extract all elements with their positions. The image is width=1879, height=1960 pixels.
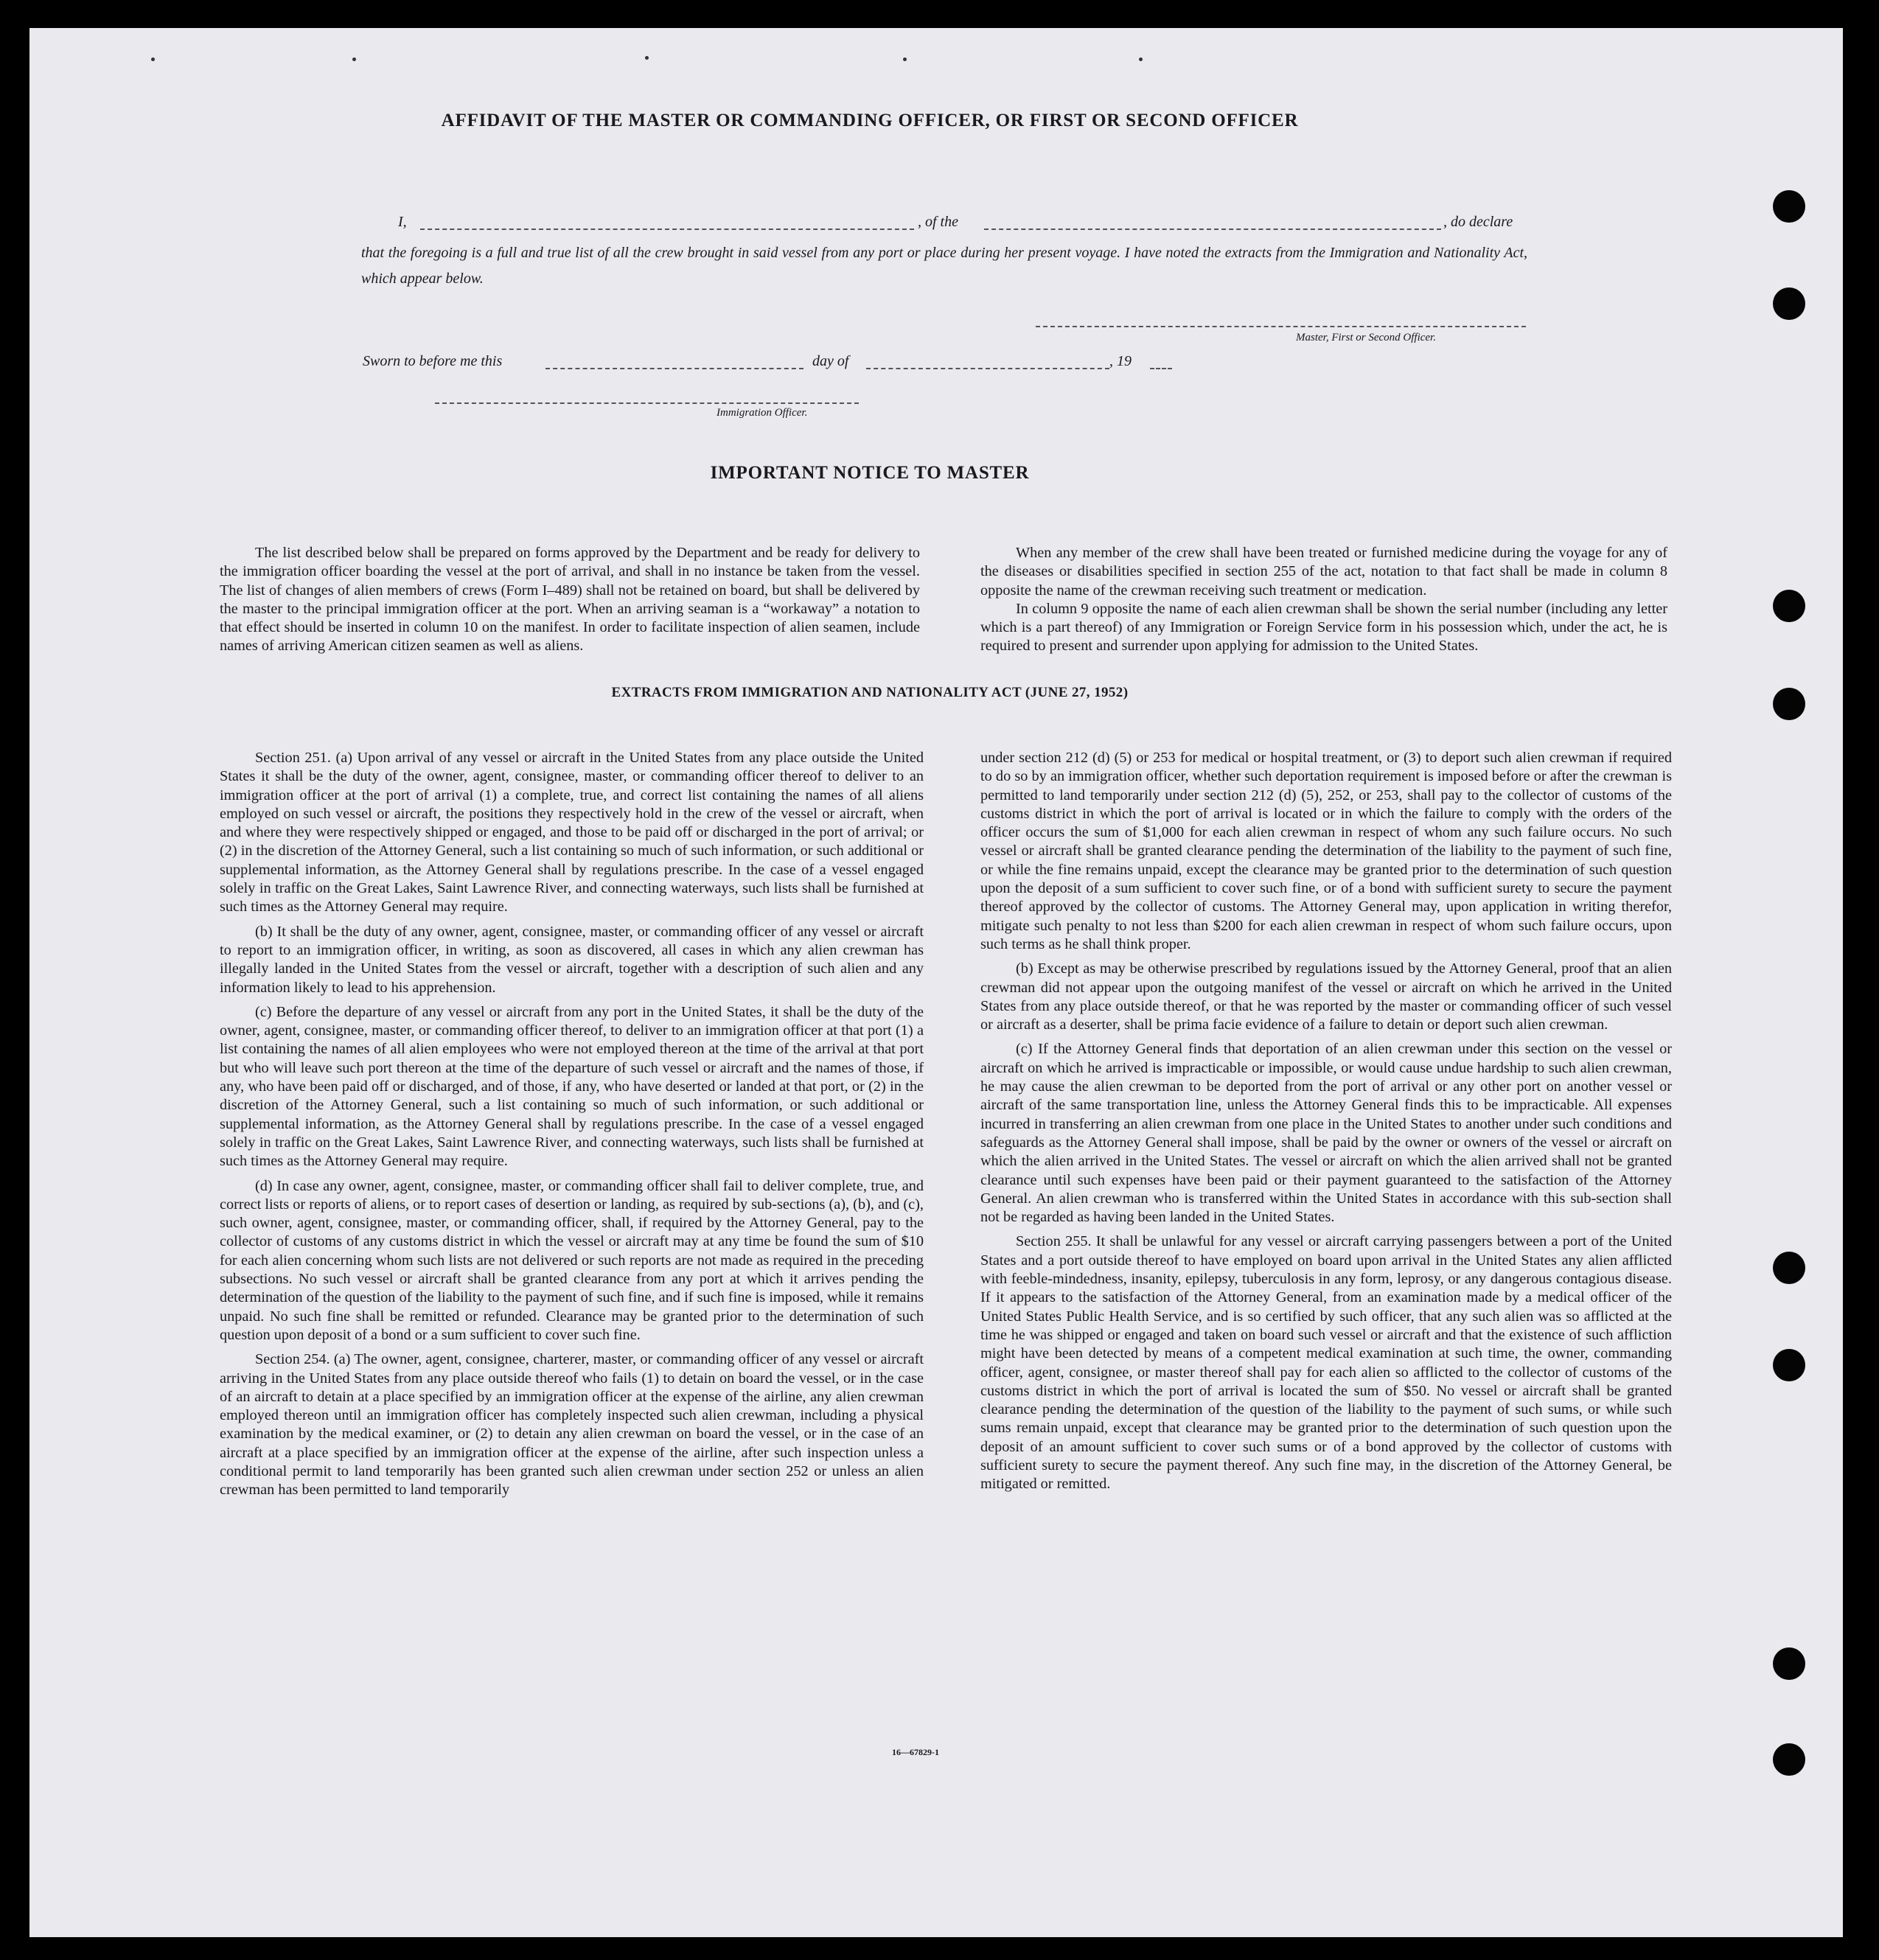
i-label: I, <box>398 214 407 230</box>
notice-right-column <box>980 544 1667 662</box>
year-label: , 19 <box>1109 353 1132 369</box>
section-254-a-start: Section 254. (a) The owner, agent, consignee, charterer, master, or commanding officer of any vessel or aircraft arriving in the United States from any place outside thereof who fails (1) to detain on board the vessel, or in the case of an aircraft to detain at a place specified by an immigration officer at the expense of the airline, any alien crewman employed thereon until an immigration officer has completely inspected such alien crewman, including a physical examination by the medical examiner, or (2) to detain any alien crewman on board the vessel, or in the case of an aircraft at a place specified by an immigration officer at the expense of the airline, after such inspection unless a conditional permit to land temporarily has been granted such alien crewman under section 252 or unless an alien crewman has been permitted to land temporarily <box>220 1351 924 1499</box>
notice-title: IMPORTANT NOTICE TO MASTER <box>710 463 1030 483</box>
binder-hole <box>1773 190 1805 223</box>
section-255: Section 255. It shall be unlawful for any vessel or aircraft carrying passengers between a port of the United States and a port outside thereof to have employed on board upon arrival in the United States any alien afflicted with feeble-mindedness, insanity, epilepsy, tuberculosis in any form, leprosy, or any dangerous contagious disease. If it appears to the satisfaction of the Attorney General, from an examination made by a medical officer of the United States Public Health Service, and is so certified by such officer, that any such alien was so afflicted at the time he was shipped or engaged and taken on board such vessel or aircraft and that the existence of such affliction might have been detected by means of a competent medical examination at such time, the owner, commanding officer, agent, consignee, or master thereof shall pay for each alien so afflicted to the collector of customs of the customs district in which the port of arrival is located the sum of $50. No vessel or aircraft shall be granted clearance pending the determination of the question of the liability to the payment of such sums, or while such sums remain unpaid, except that clearance may be granted prior to the determination of such question upon the deposit of an amount sufficient to cover such sums or of a bond approved by the collector of customs with sufficient surety to secure the payment thereof. Any such fine may, in the discretion of the Attorney General, be mitigated or remitted. <box>980 1233 1672 1493</box>
binder-hole <box>1773 287 1805 320</box>
binder-hole <box>1773 1349 1805 1381</box>
binder-hole <box>1773 1743 1805 1776</box>
speck <box>151 57 155 61</box>
officer-signature-blank <box>435 395 859 404</box>
section-254-b: (b) Except as may be otherwise prescribed by regulations issued by the Attorney General, proof that an alien crewman did not appear upon the outgoing manifest of the vessel or aircraft on which he arrived in the United States from any place outside thereof, or that he was reported by the master or commanding officer of such vessel or aircraft as a deserter, shall be prima facie evidence of a failure to detain or deport such alien crewman. <box>980 960 1672 1033</box>
section-251-c: (c) Before the departure of any vessel or aircraft from any port in the United States, it shall be the duty of the owner, agent, consignee, master, or commanding officer thereof, to deliver to an immigration officer at that port (1) a list containing the names of all alien employees who were not employed thereon at the time of the arrival at that port but who will leave such port thereon at the time of the departure of such vessel or aircraft and the names of those, if any, who have been paid off or discharged, and of those, if any, who have deserted or landed at that port, or (2) in the discretion of the Attorney General, such a list containing so much of such information, or such additional or supplemental information, as the Attorney General shall by regulations prescribe. In the case of a vessel engaged solely in traffic on the Great Lakes, Saint Lawrence River, and connecting waterways, such lists shall be furnished at such times as the Attorney General may require. <box>220 1003 924 1170</box>
declaration-text: that the foregoing is a full and true list of all the crew brought in said vessel from any port or place during her present voyage. I have noted the extracts from the Immigration and Nationality Act, which appear below. <box>361 245 1527 287</box>
sworn-label: Sworn to before me this <box>363 353 503 369</box>
section-251-b: (b) It shall be the duty of any owner, agent, consignee, master, or commanding officer of any vessel or aircraft to report to an immigration officer, in writing, as soon as discovered, all cases in which any alien crewman has illegally landed in the United States from the vessel or aircraft, together with a description of such alien and any information likely to lead to his apprehension. <box>220 923 924 996</box>
speck <box>903 57 907 61</box>
master-signature-blank <box>1036 318 1526 327</box>
form-code: 16—67829-1 <box>892 1747 939 1757</box>
speck <box>645 56 649 60</box>
extracts-left-column <box>220 749 924 1506</box>
affidavit-title: AFFIDAVIT OF THE MASTER OR COMMANDING OFFICER, OR FIRST OR SECOND OFFICER <box>441 111 1299 130</box>
binder-hole <box>1773 590 1805 622</box>
do-declare-label: , do declare <box>1443 214 1513 230</box>
notice-right-paragraph-2: In column 9 opposite the name of each alien crewman shall be shown the serial number (including any letter which is a part thereof) of any Immigration or Foreign Service form in his possession which, under the act, he is required to present and surrender upon applying for admission to the United States. <box>980 600 1667 655</box>
section-251-a: Section 251. (a) Upon arrival of any vessel or aircraft in the United States from any place outside the United States it shall be the duty of the owner, agent, consignee, master, or commanding officer thereof to deliver to an immigration officer at the port of arrival (1) a complete, true, and correct list containing the names of all aliens employed on such vessel or aircraft, the positions they respectively hold in the crew of the vessel or aircraft, when and where they were respectively shipped or engaged, and those to be paid off or discharged in the port of arrival; or (2) in the discretion of the Attorney General, such a list containing so much of such information, or such additional or supplemental information, as the Attorney General shall by regulations prescribe. In the case of a vessel engaged solely in traffic on the Great Lakes, Saint Lawrence River, and connecting waterways, such lists shall be furnished at such times as the Attorney General may require. <box>220 750 924 916</box>
sworn-month-blank <box>866 360 1109 369</box>
binder-hole <box>1773 1647 1805 1680</box>
extracts-title: EXTRACTS FROM IMMIGRATION AND NATIONALITY ACT (JUNE 27, 1952) <box>611 685 1129 700</box>
of-the-label: , of the <box>918 214 958 230</box>
day-of-label: day of <box>812 353 849 369</box>
speck <box>1139 57 1143 61</box>
binder-hole <box>1773 1252 1805 1284</box>
section-251-d: (d) In case any owner, agent, consignee, master, or commanding officer shall fail to deliver complete, true, and correct lists or reports of aliens, or to report cases of desertion or landing, as required by sub-sections (a), (b), and (c), such owner, agent, consignee, master, or commanding officer, shall, if required by the Attorney General, pay to the collector of customs of any customs district in which the vessel or aircraft may at any time be found the sum of $10 for each alien concerning whom such lists are not delivered or such reports are not made as required in the preceding subsections. No such vessel or aircraft shall be granted clearance from any port at which it arrives pending the determination of the question of the liability to the payment of such fine, and if such fine is imposed, while it remains unpaid. No such fine shall be remitted or refunded. Clearance may be granted prior to the determination of such question upon deposit of a bond or a sum sufficient to cover such fine. <box>220 1177 924 1343</box>
notice-right-paragraph-1: When any member of the crew shall have been treated or furnished medicine during the voyage for any of the diseases or disabilities specified in section 255 of the act, notation to that fact shall be made in column 8 opposite the name of the crewman receiving such treatment or medication. <box>980 545 1667 599</box>
extracts-right-column <box>980 749 1672 1500</box>
sworn-day-blank <box>545 360 803 369</box>
vessel-blank <box>984 221 1441 230</box>
binder-hole <box>1773 688 1805 720</box>
speck <box>352 57 356 61</box>
section-254-a-continued: under section 212 (d) (5) or 253 for medical or hospital treatment, or (3) to deport such alien crewman if required to do so by an immigration officer, whether such deportation requirement is imposed before or after the crewman is permitted to land temporarily under section 212 (d) (5), 252, or 253, shall pay to the collector of customs of the customs district in which the port of arrival is located or in which the failure to comply with the orders of the officer occurs the sum of $1,000 for each alien crewman in respect of whom any such failure occurs. No such vessel or aircraft shall be granted clearance pending the determination of the liability to the payment of such fine, or while the fine remains unpaid, except the clearance may be granted prior to the determination of such question upon the deposit of a sum sufficient to cover such fine, or of a bond with sufficient surety to secure the payment thereof approved by the collector of customs. The Attorney General may, upon application in writing therefor, mitigate such penalty to not less than $200 for each alien crewman in respect of whom such failure occurs, upon such terms as he shall think proper. <box>980 750 1672 952</box>
notice-left-column <box>220 544 920 662</box>
notice-left-paragraph: The list described below shall be prepared on forms approved by the Department and be ready for delivery to the immigration officer boarding the vessel at the port of arrival, and shall in no instance be taken from the vessel. The list of changes of alien members of crews (Form I–489) shall not be retained on board, but shall be delivered by the master to the principal immigration officer at the port. When an arriving seaman is a “workaway” a notation to that effect should be inserted in column 10 on the manifest. In order to facilitate inspection of alien seamen, include names of arriving American citizen seamen as well as aliens. <box>220 545 920 655</box>
sworn-year-blank <box>1150 360 1172 369</box>
master-signature-label: Master, First or Second Officer. <box>1296 332 1436 343</box>
officer-label: Immigration Officer. <box>717 407 808 419</box>
name-blank <box>420 221 914 230</box>
section-254-c: (c) If the Attorney General finds that deportation of an alien crewman under this section on the vessel or aircraft on which he arrived is impracticable or impossible, or would cause undue hardship to such alien crewman, he may cause the alien crewman to be deported from the port of arrival or any other port on another vessel or aircraft of the same transportation line, unless the Attorney General finds this to be impracticable. All expenses incurred in transferring an alien crewman from one place in the United States to another under such conditions and safeguards as the Attorney General shall impose, shall be paid by the owner or owners of the vessel or aircraft on which the alien arrived in the United States. The vessel or aircraft on which the alien arrived shall not be granted clearance until such expenses have been paid or their payment guaranteed to the satisfaction of the Attorney General. An alien crewman who is transferred within the United States in accordance with this sub-section shall not be regarded as having been landed in the United States. <box>980 1041 1672 1226</box>
